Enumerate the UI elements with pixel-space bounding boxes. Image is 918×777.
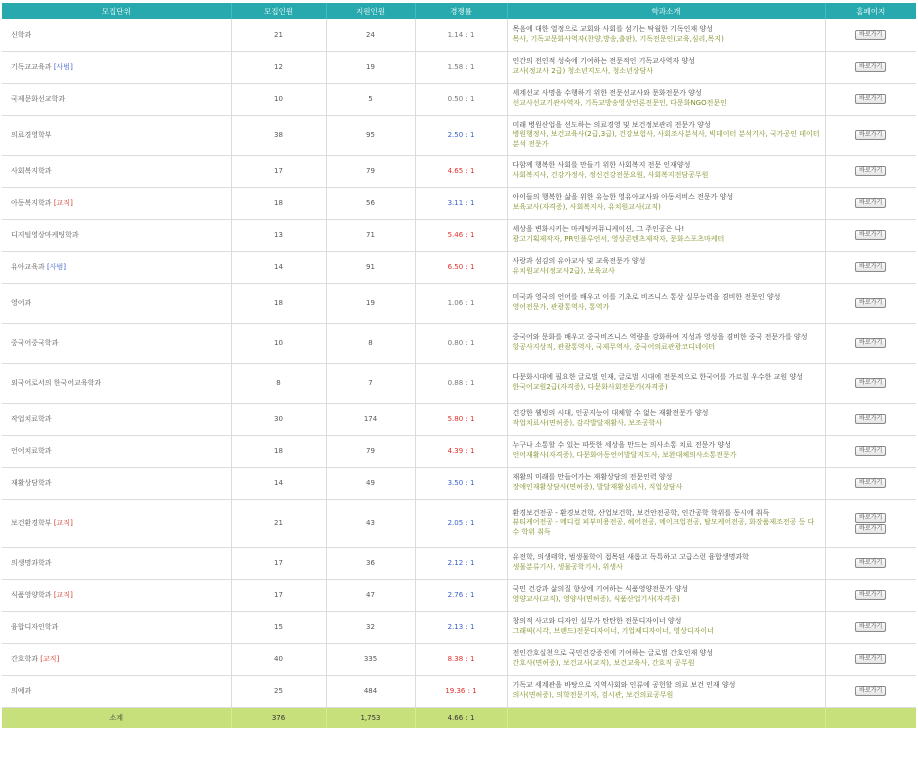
quota-cell: 17 <box>231 579 326 611</box>
homepage-link-button[interactable]: 바로가기 <box>855 622 886 632</box>
header-quota: 모집인원 <box>231 3 326 19</box>
total-quota: 376 <box>231 707 326 728</box>
unit-cell <box>2 251 231 283</box>
total-row <box>2 707 916 728</box>
quota-cell: 30 <box>231 403 326 435</box>
table-row <box>2 115 916 155</box>
intro-cell <box>507 579 825 611</box>
homepage-link-button[interactable]: 바로가기 <box>855 298 886 308</box>
unit-cell <box>2 323 231 363</box>
career-text: 목사, 기독교문화사역자(찬양,방송,출판), 기독전문인(교육,심리,목지) <box>512 34 724 43</box>
unit-name: 보건환경학부 <box>11 519 52 527</box>
rate-cell: 2.76 : 1 <box>415 579 507 611</box>
rate-cell: 2.50 : 1 <box>415 115 507 155</box>
career-text: 언어재활사(자격증), 다문화아동언어발달지도사, 보완대체의사소통전문가 <box>512 451 737 459</box>
unit-name: 디지털영상마케팅학과 <box>11 231 79 239</box>
intro-cell <box>507 283 825 323</box>
unit-name: 유아교육과 <box>11 263 45 271</box>
homepage-buttons <box>855 29 886 40</box>
table-row <box>2 219 916 251</box>
quota-cell: 12 <box>231 51 326 83</box>
quota-cell: 18 <box>231 187 326 219</box>
intro-text: 환경보건전공 - 환경보건학, 산업보건학, 보건안전공학, 인간공학 학위를 동시에 취득 <box>512 508 770 517</box>
homepage-link-button[interactable]: 바로가기 <box>855 338 886 348</box>
intro-text: 전인간호실천으로 국민건강증진에 기여하는 글로벌 간호인재 양성 <box>512 649 713 658</box>
quota-cell: 8 <box>231 363 326 403</box>
intro-text: 미래 병원산업을 선도하는 의료경영 및 보건정보관리 전문가 양성 <box>512 120 711 129</box>
homepage-link-button[interactable]: 바로가기 <box>855 62 886 72</box>
unit-name: 간호학과 <box>11 655 39 663</box>
unit-cell <box>2 467 231 499</box>
header-unit: 모집단위 <box>2 3 231 19</box>
homepage-link-button[interactable]: 바로가기 <box>855 130 886 140</box>
rate-cell: 19.36 : 1 <box>415 675 507 707</box>
intro-text: 사랑과 섬김의 유아교사 및 교육전문가 양성 <box>512 257 646 266</box>
homepage-cell <box>825 611 916 643</box>
unit-cell <box>2 675 231 707</box>
unit-tag: [교직] <box>40 655 60 663</box>
intro-text: 다함께 행복한 사회를 만들기 위한 사회복지 전문 인재양성 <box>512 161 691 170</box>
unit-name: 식품영양학과 <box>11 591 52 599</box>
rate-cell: 3.11 : 1 <box>415 187 507 219</box>
career-text: 보육교사(자격증), 사회복지사, 유치원교사(교직) <box>512 203 661 211</box>
homepage-buttons <box>855 478 886 489</box>
total-applicants: 1,753 <box>326 707 415 728</box>
applicants-cell: 56 <box>326 187 415 219</box>
unit-cell <box>2 579 231 611</box>
homepage-cell <box>825 547 916 579</box>
homepage-buttons <box>855 230 886 241</box>
homepage-buttons <box>855 198 886 209</box>
intro-text: 재활의 미래를 만들어가는 재활상담의 전문인력 양성 <box>512 473 673 482</box>
homepage-link-button[interactable]: 바로가기 <box>855 378 886 388</box>
intro-cell <box>507 19 825 51</box>
intro-cell <box>507 115 825 155</box>
career-text: 항공사지상직, 관광통역사, 국제무역사, 중국어의료관광코디네이터 <box>512 343 716 351</box>
quota-cell: 21 <box>231 19 326 51</box>
header-homepage: 홈페이지 <box>825 3 916 19</box>
homepage-link-button[interactable]: 바로가기 <box>855 590 886 600</box>
rate-cell: 5.46 : 1 <box>415 219 507 251</box>
unit-name: 사회복지학과 <box>11 167 52 175</box>
homepage-cell <box>825 499 916 547</box>
applicants-cell: 79 <box>326 435 415 467</box>
table-row <box>2 611 916 643</box>
intro-text: 세상을 변화시키는 마케팅커뮤니케이션, 그 주인공은 나! <box>512 225 685 234</box>
career-text: 뷰티케어전공 - 메디컬 피부미용전공, 헤어전공, 메이크업전공, 탈모케어전공, 화장품제조전공 등 다수 학위 취득 <box>512 518 815 536</box>
table-row <box>2 251 916 283</box>
unit-tag: [사범] <box>53 63 73 71</box>
intro-cell <box>507 643 825 675</box>
career-text: 장애인재활상담사(면허증), 발달재활심리사, 직업상담사 <box>512 483 683 491</box>
homepage-link-button[interactable]: 바로가기 <box>855 262 886 272</box>
intro-cell <box>507 155 825 187</box>
applicants-cell: 43 <box>326 499 415 547</box>
homepage-cell <box>825 323 916 363</box>
quota-cell: 17 <box>231 155 326 187</box>
homepage-link-button[interactable]: 바로가기 <box>855 558 886 568</box>
intro-cell <box>507 187 825 219</box>
unit-tag: [교직] <box>53 591 73 599</box>
applicants-cell: 49 <box>326 467 415 499</box>
homepage-buttons <box>855 446 886 457</box>
homepage-buttons <box>855 298 886 309</box>
table-row <box>2 467 916 499</box>
table-row <box>2 51 916 83</box>
homepage-link-button[interactable]: 바로가기 <box>855 686 886 696</box>
homepage-cell <box>825 643 916 675</box>
homepage-buttons <box>855 166 886 177</box>
table-header <box>2 3 916 19</box>
homepage-buttons <box>855 590 886 601</box>
homepage-buttons <box>855 414 886 425</box>
unit-cell <box>2 435 231 467</box>
applicants-cell: 47 <box>326 579 415 611</box>
unit-tag: [사범] <box>47 263 67 271</box>
career-text: 교사(정교사 2급) 청소년지도사, 청소년상담사 <box>512 67 654 75</box>
rate-cell: 2.05 : 1 <box>415 499 507 547</box>
unit-name: 재활상담학과 <box>11 479 52 487</box>
table-row <box>2 499 916 547</box>
intro-text: 아이들의 행복한 삶을 위한 유능한 영유아교사와 아동서비스 전문가 양성 <box>512 193 734 202</box>
table-row <box>2 403 916 435</box>
rate-cell: 2.13 : 1 <box>415 611 507 643</box>
quota-cell: 40 <box>231 643 326 675</box>
unit-name: 아동복지학과 <box>11 199 52 207</box>
unit-name: 영어과 <box>11 299 32 307</box>
unit-tag: [교직] <box>53 199 73 207</box>
rate-cell: 6.50 : 1 <box>415 251 507 283</box>
quota-cell: 38 <box>231 115 326 155</box>
homepage-link-button[interactable]: 바로가기 <box>855 230 886 240</box>
homepage-link-button[interactable]: 바로가기 <box>855 478 886 488</box>
applicants-cell: 24 <box>326 19 415 51</box>
unit-name: 의예과 <box>11 687 32 695</box>
unit-name: 의료경영학부 <box>11 131 52 139</box>
homepage-link-button[interactable]: 바로가기 <box>855 446 886 456</box>
unit-cell <box>2 155 231 187</box>
unit-name: 신학과 <box>11 30 32 39</box>
unit-cell <box>2 547 231 579</box>
homepage-link-button[interactable]: 바로가기 <box>855 513 886 523</box>
homepage-link-button[interactable]: 바로가기 <box>855 166 886 176</box>
intro-text: 건강한 웰빙의 시대, 인공지능이 대체할 수 없는 재활전문가 양성 <box>512 409 709 418</box>
homepage-buttons <box>855 94 886 105</box>
quota-cell: 17 <box>231 547 326 579</box>
applicants-cell: 484 <box>326 675 415 707</box>
rate-cell: 0.80 : 1 <box>415 323 507 363</box>
homepage-buttons <box>855 622 886 633</box>
homepage-cell <box>825 83 916 115</box>
rate-cell: 0.50 : 1 <box>415 83 507 115</box>
homepage-link-button[interactable]: 바로가기 <box>855 524 886 534</box>
homepage-cell <box>825 283 916 323</box>
homepage-cell <box>825 19 916 51</box>
unit-name: 융합디자인학과 <box>11 623 59 631</box>
career-text: 사회복지사, 건강가정사, 정신건강전문요원, 사회복지전담공무원 <box>512 171 709 179</box>
unit-tag: [교직] <box>53 519 73 527</box>
total-homepage-empty <box>825 707 916 728</box>
intro-text: 세계선교 사명을 수행하기 위한 전문선교사와 문화전문가 양성 <box>512 89 702 98</box>
intro-text: 유전학, 의생태학, 범생물학이 접목된 새롭고 독특하고 고급스런 융합생명과학 <box>512 553 749 562</box>
table-row <box>2 363 916 403</box>
homepage-buttons <box>855 130 886 141</box>
applicants-cell: 32 <box>326 611 415 643</box>
intro-text: 목음에 대한 열정으로 교회와 사회를 섬기는 탁월한 기독인재 양성 <box>512 25 713 34</box>
quota-cell: 10 <box>231 323 326 363</box>
unit-cell <box>2 611 231 643</box>
quota-cell: 18 <box>231 283 326 323</box>
unit-name: 작업치료학과 <box>11 415 52 423</box>
unit-name: 국제문화선교학과 <box>11 95 66 103</box>
homepage-buttons <box>855 378 886 389</box>
intro-cell <box>507 323 825 363</box>
rate-cell: 3.50 : 1 <box>415 467 507 499</box>
unit-name: 의생명과학과 <box>11 559 52 567</box>
intro-cell <box>507 83 825 115</box>
applicants-cell: 79 <box>326 155 415 187</box>
rate-cell: 1.14 : 1 <box>415 19 507 51</box>
career-text: 선교사선교기관사역자, 기독교방송영상언론전문인, 다문화NGO전문인 <box>512 99 727 107</box>
homepage-link-button[interactable]: 바로가기 <box>855 198 886 208</box>
unit-cell <box>2 51 231 83</box>
homepage-link-button[interactable]: 바로가기 <box>855 30 886 40</box>
unit-name: 외국어로서의 한국어교육학과 <box>11 379 102 387</box>
homepage-link-button[interactable]: 바로가기 <box>855 94 886 104</box>
header-applicants: 지원인원 <box>326 3 415 19</box>
quota-cell: 14 <box>231 251 326 283</box>
intro-cell <box>507 403 825 435</box>
quota-cell: 14 <box>231 467 326 499</box>
rate-cell: 5.80 : 1 <box>415 403 507 435</box>
header-intro: 학과소개 <box>507 3 825 19</box>
unit-name: 기독교교육과 <box>11 63 52 71</box>
homepage-cell <box>825 467 916 499</box>
unit-name: 언어치료학과 <box>11 447 52 455</box>
applicants-cell: 174 <box>326 403 415 435</box>
table-row <box>2 643 916 675</box>
table-body <box>2 19 916 707</box>
table-row <box>2 155 916 187</box>
quota-cell: 10 <box>231 83 326 115</box>
intro-cell <box>507 219 825 251</box>
homepage-cell <box>825 435 916 467</box>
applicants-cell: 95 <box>326 115 415 155</box>
homepage-buttons <box>855 654 886 665</box>
career-text: 영양교사(교직), 영양사(면허증), 식품산업기사(자격증) <box>512 595 680 603</box>
applicants-cell: 19 <box>326 51 415 83</box>
career-text: 의사(면허증), 의학전문기자, 검시관, 보건의료공무원 <box>512 691 674 699</box>
homepage-buttons <box>855 62 886 73</box>
homepage-link-button[interactable]: 바로가기 <box>855 654 886 664</box>
rate-cell: 1.58 : 1 <box>415 51 507 83</box>
career-text: 병원행정사, 보건교육사(2급,3급), 건강보험사, 사회조사분석사, 빅데이터 분석기사, 국가공인 데이터 분석 전문가 <box>512 130 820 148</box>
homepage-cell <box>825 251 916 283</box>
homepage-buttons <box>855 686 886 697</box>
quota-cell: 25 <box>231 675 326 707</box>
homepage-buttons <box>855 512 886 534</box>
homepage-buttons <box>855 262 886 273</box>
homepage-cell <box>825 219 916 251</box>
table-row <box>2 283 916 323</box>
intro-text: 다문화시대에 필요한 글로벌 인재, 글로벌 시대에 전문적으로 한국어를 가르칠 우수한 교원 양성 <box>512 373 803 382</box>
applicants-cell: 8 <box>326 323 415 363</box>
table-row <box>2 547 916 579</box>
applicants-cell: 19 <box>326 283 415 323</box>
homepage-cell <box>825 115 916 155</box>
unit-cell <box>2 219 231 251</box>
intro-cell <box>507 251 825 283</box>
intro-text: 기독교 세계관을 바탕으로 지역사회와 인류에 공헌할 의료 보건 인재 양성 <box>512 681 736 690</box>
intro-text: 중국어와 문화를 배우고 중국비즈니스 역량을 강화하여 지성과 영성을 겸비한 중국 전문가를 양성 <box>512 333 808 342</box>
career-text: 유치원교사(정교사2급), 보육교사 <box>512 267 615 275</box>
rate-cell: 0.88 : 1 <box>415 363 507 403</box>
homepage-buttons <box>855 558 886 569</box>
intro-cell <box>507 547 825 579</box>
quota-cell: 13 <box>231 219 326 251</box>
table-row <box>2 187 916 219</box>
quota-cell: 18 <box>231 435 326 467</box>
career-text: 작업치료사(면허증), 감각발달재활사, 보조공학사 <box>512 419 663 427</box>
unit-cell <box>2 187 231 219</box>
unit-cell <box>2 643 231 675</box>
intro-cell <box>507 467 825 499</box>
applicants-cell: 91 <box>326 251 415 283</box>
intro-cell <box>507 51 825 83</box>
header-rate: 경쟁률 <box>415 3 507 19</box>
quota-cell: 15 <box>231 611 326 643</box>
intro-text: 미국과 영국의 언어를 배우고 이를 기초로 비즈니스 통상 실무능력을 겸비한 전문인 양성 <box>512 293 781 302</box>
intro-text: 누구나 소통할 수 있는 따뜻한 세상을 만드는 의사소통 치료 전문가 양성 <box>512 441 731 450</box>
homepage-cell <box>825 187 916 219</box>
intro-text: 인간의 전인적 성숙에 기여하는 전문적인 기독교사역자 양성 <box>512 57 695 66</box>
homepage-cell <box>825 675 916 707</box>
applicants-cell: 71 <box>326 219 415 251</box>
homepage-cell <box>825 51 916 83</box>
total-intro-empty <box>507 707 825 728</box>
intro-cell <box>507 363 825 403</box>
career-text: 영어전문가, 관광통역사, 통역가 <box>512 303 610 311</box>
intro-text: 창의적 사고와 디자인 실무가 탄탄한 전문디자이너 양성 <box>512 617 682 626</box>
quota-cell: 21 <box>231 499 326 547</box>
applicants-cell: 335 <box>326 643 415 675</box>
unit-name: 중국어중국학과 <box>11 339 59 347</box>
rate-cell: 4.39 : 1 <box>415 435 507 467</box>
unit-cell <box>2 115 231 155</box>
career-text: 생물분류기사, 생물공학기사, 위생사 <box>512 563 623 571</box>
career-text: 간호사(면허증), 보건교사(교직), 보건교육사, 간호직 공무원 <box>512 659 695 667</box>
intro-cell <box>507 675 825 707</box>
table-row <box>2 675 916 707</box>
homepage-cell <box>825 363 916 403</box>
unit-cell <box>2 83 231 115</box>
intro-cell <box>507 435 825 467</box>
applicants-cell: 7 <box>326 363 415 403</box>
table-row <box>2 579 916 611</box>
rate-cell: 1.06 : 1 <box>415 283 507 323</box>
unit-cell <box>2 19 231 51</box>
career-text: 그래픽(시각, 브랜드)전문디자이너, 기업체디자이너, 영상디자이너 <box>512 627 714 635</box>
career-text: 광고기획제작자, PR인플루언서, 영상콘텐츠제작자, 문화스포츠마케터 <box>512 235 725 243</box>
admission-table <box>2 3 916 728</box>
unit-cell <box>2 403 231 435</box>
rate-cell: 2.12 : 1 <box>415 547 507 579</box>
homepage-cell <box>825 403 916 435</box>
homepage-buttons <box>855 338 886 349</box>
unit-cell <box>2 499 231 547</box>
career-text: 한국어교원2급(자격증), 다문화사회전문가(자격증) <box>512 383 668 391</box>
intro-cell <box>507 611 825 643</box>
unit-cell <box>2 363 231 403</box>
table-row <box>2 435 916 467</box>
table-row <box>2 83 916 115</box>
table-row <box>2 19 916 51</box>
homepage-cell <box>825 579 916 611</box>
homepage-cell <box>825 155 916 187</box>
intro-text: 국민 건강과 삶의질 향상에 기여하는 식품영양전문가 양성 <box>512 585 689 594</box>
table-row <box>2 323 916 363</box>
unit-cell <box>2 283 231 323</box>
total-label: 소계 <box>2 707 231 728</box>
applicants-cell: 5 <box>326 83 415 115</box>
applicants-cell: 36 <box>326 547 415 579</box>
rate-cell: 4.65 : 1 <box>415 155 507 187</box>
intro-cell <box>507 499 825 547</box>
homepage-link-button[interactable]: 바로가기 <box>855 414 886 424</box>
total-rate: 4.66 : 1 <box>415 707 507 728</box>
rate-cell: 8.38 : 1 <box>415 643 507 675</box>
